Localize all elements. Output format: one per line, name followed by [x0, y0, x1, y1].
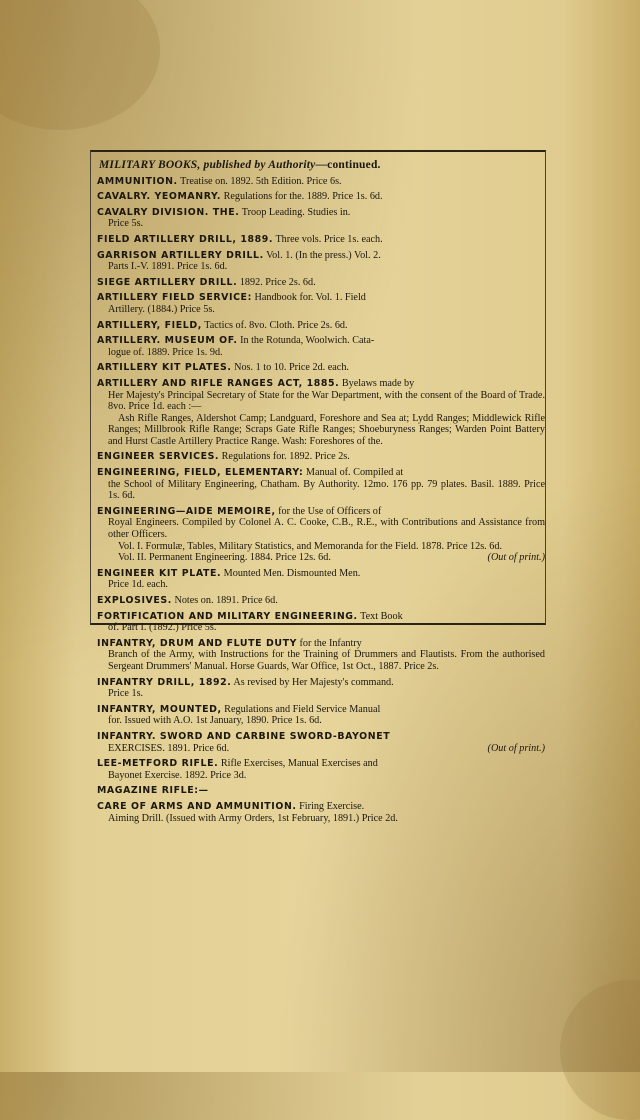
entry-title: INFANTRY. SWORD AND CARBINE SWORD-BAYONET	[97, 730, 391, 742]
book-entry	[97, 731, 545, 754]
heading-subtitle: published by Authority	[203, 159, 316, 171]
entry-title: FIELD ARTILLERY DRILL, 1889.	[97, 233, 274, 245]
entry-paragraph-text: Vol. I. Formulæ, Tables, Military Statistics, and Memoranda for the Field. 1878. Price 12s. 6d.	[118, 540, 503, 552]
book-entry	[97, 320, 545, 332]
entry-title: INFANTRY, DRUM AND FLUTE DUTY	[97, 637, 297, 649]
entry-title: SIEGE ARTILLERY DRILL.	[97, 276, 238, 288]
entry-first-line	[97, 277, 545, 289]
entry-continuation	[97, 715, 545, 727]
entry-continuation-text: Parts I.-V. 1891. Price 1s. 6d.	[108, 261, 228, 273]
book-list	[97, 160, 545, 828]
book-entry	[97, 785, 545, 797]
book-entry	[97, 638, 545, 673]
entry-text: Three vols. Price 1s. each.	[275, 233, 383, 245]
entry-text: Regulations for the. 1889. Price 1s. 6d.	[223, 191, 383, 203]
entry-continuation	[97, 770, 545, 782]
entry-title: CARE OF ARMS AND AMMUNITION.	[97, 800, 297, 812]
book-entry	[97, 611, 545, 634]
entry-continuation-text: Price 1s.	[108, 688, 144, 700]
entry-title: AMMUNITION.	[97, 175, 178, 187]
book-entry	[97, 250, 545, 273]
entry-paragraph-text: Vol. II. Permanent Engineering. 1884. Price 12s. 6d.	[118, 552, 331, 564]
paper-stain	[560, 980, 640, 1120]
entry-continuation-text: Bayonet Exercise. 1892. Price 3d.	[108, 769, 247, 781]
entry-first-line	[97, 320, 545, 332]
entry-text: 1892. Price 2s. 6d.	[239, 276, 316, 288]
entry-continuation	[97, 622, 545, 634]
entry-first-line	[97, 378, 545, 390]
entry-continuation	[97, 261, 545, 273]
entry-first-line	[97, 191, 545, 203]
entry-title: CAVALRY DIVISION. THE.	[97, 206, 240, 218]
entry-continuation-text: Artillery. (1884.) Price 5s.	[108, 303, 215, 315]
entry-text: Mounted Men. Dismounted Men.	[223, 567, 361, 579]
entry-first-line	[97, 758, 545, 770]
entry-title: MAGAZINE RIFLE:—	[97, 785, 209, 797]
entry-text: Troop Leading. Studies in.	[241, 206, 351, 218]
entry-continuation	[97, 218, 545, 230]
entry-continuation-text: the School of Military Engineering, Chatham. By Authority. 12mo. 176 pp. 79 plates. Basil. 1889. Price 1s. 6d.	[108, 478, 545, 502]
book-entry	[97, 292, 545, 315]
book-entry	[97, 207, 545, 230]
entry-first-line	[97, 785, 545, 797]
entry-first-line	[97, 451, 545, 463]
entry-continuation-text: Branch of the Army, with Instructions for the Training of Drummers and Flautists. From the authorised Sergeant Drummers' Manual. Horse Guards, War Office, 1st Oct., 1887. Price 2s.	[108, 649, 545, 672]
book-entry	[97, 335, 545, 358]
book-entry	[97, 176, 545, 188]
entry-text: Byelaws made by	[341, 377, 415, 389]
heading-suffix: —continued.	[315, 159, 381, 171]
entry-text: for the Use of Officers of	[278, 505, 382, 517]
entry-first-line	[97, 292, 545, 304]
entry-first-line	[97, 467, 545, 479]
entry-continuation	[97, 304, 545, 316]
entry-title: CAVALRY. YEOMANRY.	[97, 191, 222, 203]
entry-first-line	[97, 335, 545, 347]
entry-continuation	[97, 688, 545, 700]
entry-first-line	[97, 362, 545, 374]
entry-continuation	[97, 579, 545, 591]
entry-first-line	[97, 506, 545, 518]
entry-continuation	[97, 347, 545, 359]
book-entry	[97, 677, 545, 700]
book-entry	[97, 191, 545, 203]
entry-text: Manual of. Compiled at	[305, 467, 404, 479]
entry-continuation	[97, 813, 545, 825]
entry-continuation-text: EXERCISES. 1891. Price 6d.	[108, 742, 230, 754]
book-entry	[97, 362, 545, 374]
book-entry	[97, 277, 545, 289]
entry-first-line	[97, 176, 545, 188]
entry-list	[97, 176, 545, 825]
entry-text: Handbook for. Vol. 1. Field	[254, 292, 366, 304]
entry-text: Text Book	[360, 610, 403, 622]
entry-text: Vol. 1. (In the press.) Vol. 2.	[266, 249, 381, 261]
entry-continuation-text: logue of. 1889. Price 1s. 9d.	[108, 346, 223, 358]
book-entry	[97, 467, 545, 502]
entry-first-line	[97, 801, 545, 813]
entry-title: ENGINEER KIT PLATE.	[97, 567, 222, 579]
out-of-print-note: (Out of print.)	[487, 742, 545, 754]
book-entry	[97, 801, 545, 824]
entry-continuation	[97, 517, 545, 540]
entry-continuation	[97, 479, 545, 502]
entry-text: Treatise on. 1892. 5th Edition. Price 6s.	[180, 175, 342, 187]
book-entry	[97, 506, 545, 564]
entry-text: Regulations for. 1892. Price 2s.	[221, 451, 350, 463]
book-entry	[97, 378, 545, 448]
entry-title: ARTILLERY KIT PLATES.	[97, 362, 232, 374]
out-of-print-note: (Out of print.)	[487, 552, 545, 564]
entry-continuation	[97, 649, 545, 672]
entry-title: GARRISON ARTILLERY DRILL.	[97, 249, 264, 261]
book-entry	[97, 451, 545, 463]
entry-text: Regulations and Field Service Manual	[224, 703, 381, 715]
entry-first-line	[97, 250, 545, 262]
entry-first-line	[97, 595, 545, 607]
book-entry	[97, 758, 545, 781]
entry-title: FORTIFICATION AND MILITARY ENGINEERING.	[97, 610, 358, 622]
entry-title: EXPLOSIVES.	[97, 595, 172, 606]
entry-first-line	[97, 611, 545, 623]
entry-continuation	[97, 390, 545, 413]
entry-title: INFANTRY DRILL, 1892.	[97, 676, 232, 688]
entry-title: INFANTRY, MOUNTED,	[97, 703, 222, 715]
entry-continuation-text: Her Majesty's Principal Secretary of State for the War Department, with the consent of the Board of Trade. 8vo. Price 1d. each :—	[108, 389, 545, 413]
entry-title: ARTILLERY. MUSEUM OF.	[97, 335, 238, 347]
heading-title: MILITARY BOOKS,	[99, 159, 201, 171]
entry-text: Nos. 1 to 10. Price 2d. each.	[234, 362, 349, 374]
entry-continuation-text: Royal Engineers. Compiled by Colonel A. C. Cooke, C.B., R.E., with Contributions and Assistance from other Officers.	[108, 517, 545, 541]
entry-title: ARTILLERY FIELD SERVICE:	[97, 292, 252, 304]
entry-text: Notes on. 1891. Price 6d.	[174, 595, 278, 606]
entry-text: In the Rotunda, Woolwich. Cata-	[240, 335, 375, 347]
book-entry	[97, 568, 545, 591]
entry-title: ENGINEERING, FIELD, ELEMENTARY:	[97, 467, 304, 479]
entry-paragraph	[97, 413, 545, 448]
entry-continuation	[97, 743, 545, 755]
entry-title: ARTILLERY AND RIFLE RANGES ACT, 1885.	[97, 377, 340, 389]
entry-text: for the Infantry	[299, 637, 362, 649]
entry-title: LEE-METFORD RIFLE.	[97, 758, 219, 770]
entry-continuation-text: Price 1d. each.	[108, 579, 168, 591]
entry-text: Firing Exercise.	[299, 800, 365, 812]
entry-first-line	[97, 677, 545, 689]
entry-continuation-text: of. Part I. (1892.) Price 5s.	[108, 622, 217, 634]
entry-first-line	[97, 704, 545, 716]
book-entry	[97, 234, 545, 246]
entry-continuation-text: Price 5s.	[108, 218, 144, 230]
entry-text: Rifle Exercises, Manual Exercises and	[220, 758, 378, 770]
entry-title: ARTILLERY, FIELD,	[97, 319, 202, 331]
entry-title: ENGINEERING—AIDE MEMOIRE,	[97, 505, 276, 517]
book-entry	[97, 595, 545, 607]
entry-paragraph-text: Ash Rifle Ranges, Aldershot Camp; Landguard, Foreshore and Sea at; Lydd Ranges; Middlewick Rifle Ranges; Millbrook Rifle Range; Scraps Gate Rifle Ranges; Shoeburyness Ranges; Warden Point Battery and Hurst Castle Artillery Practice Range. Wash: Foreshores of the.	[108, 412, 545, 447]
entry-first-line	[97, 207, 545, 219]
entry-text: As revised by Her Majesty's command.	[233, 676, 394, 688]
entry-text: Tactics of. 8vo. Cloth. Price 2s. 6d.	[204, 319, 348, 331]
entry-first-line	[97, 731, 545, 743]
entry-first-line	[97, 638, 545, 650]
entry-continuation-text: for. Issued with A.O. 1st January, 1890. Price 1s. 6d.	[108, 715, 322, 727]
page-heading	[99, 160, 545, 172]
entry-title: ENGINEER SERVICES.	[97, 451, 220, 463]
entry-first-line	[97, 234, 545, 246]
paper-stain	[0, 0, 160, 130]
entry-continuation-text: Aiming Drill. (Issued with Army Orders, 1st February, 1891.) Price 2d.	[108, 812, 398, 824]
entry-first-line	[97, 568, 545, 580]
book-entry	[97, 704, 545, 727]
